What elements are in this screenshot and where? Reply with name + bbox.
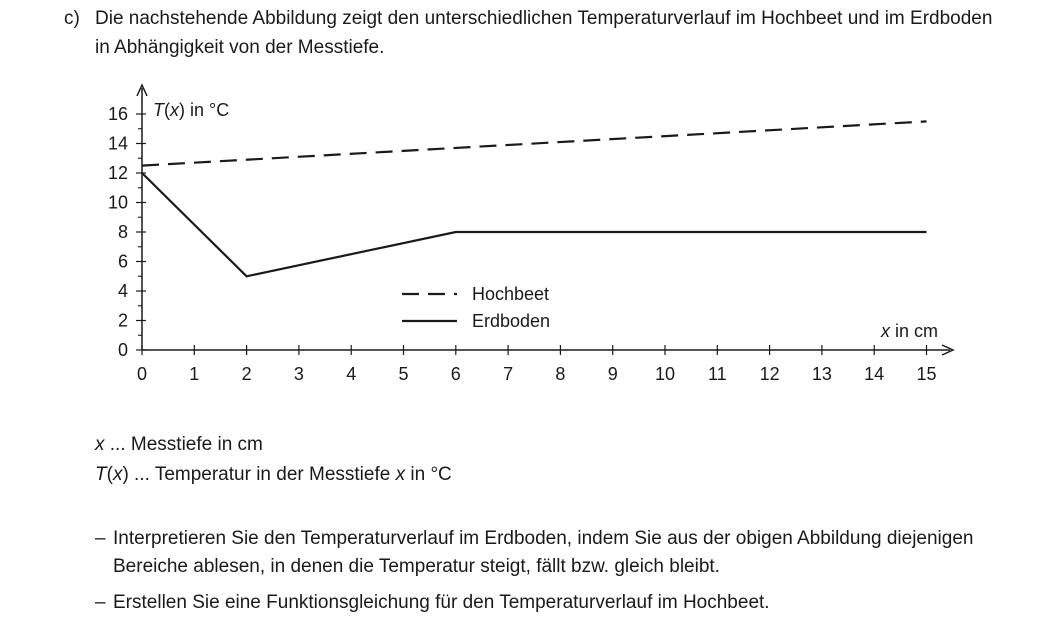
task-text: Erstellen Sie eine Funktionsgleichung für den Temperaturverlauf im Hochbeet. [113,592,770,613]
y-tick-label: 2 [117,310,128,331]
x-tick-label: 6 [450,364,461,384]
task-intro-text: Die nachstehende Abbildung zeigt den unterschiedlichen Temperaturverlauf im Hochbeet und im Erdboden in Abhängigkeit von der Messtiefe. [95,8,993,58]
y-tick-label: 8 [117,222,128,242]
y-tick-label: 0 [117,340,128,360]
definition-x [95,430,452,460]
task-list [95,525,1025,625]
x-tick-label: 13 [811,364,832,384]
task-dash: – [95,528,106,549]
task-dash: – [95,592,106,613]
task-item-equation [95,589,1025,617]
y-tick-label: 10 [107,192,128,213]
task-item-interpret [95,525,1025,581]
chart-ticks [108,104,937,384]
x-tick-label: 12 [759,364,780,384]
x-tick-label: 14 [864,364,885,384]
x-tick-label: 5 [398,364,409,384]
y-tick-label: 4 [117,281,128,301]
def-x-text: ... Messtiefe in cm [104,434,263,455]
chart-legend [402,284,550,331]
def-t-var-x: x [395,464,406,485]
y-tick-label: 14 [107,133,128,154]
x-axis-var: x [880,321,890,341]
variable-definitions [95,430,452,490]
task-text: Interpretieren Sie den Temperaturverlauf im Erdboden, indem Sie aus der obigen Abbildung diejenigen Bereiche ablesen, in denen die Temperatur steigt, fällt bzw. gleich bleibt. [113,528,974,577]
series-line-erdboden [142,173,927,276]
y-tick-label: 12 [107,163,128,183]
x-axis-label [880,321,938,341]
x-tick-label: 15 [916,364,937,384]
x-tick-label: 8 [555,364,566,384]
x-tick-label: 3 [293,364,304,384]
y-axis-unit: in °C [190,100,230,120]
task-marker: c) [64,8,80,29]
x-tick-label: 4 [346,364,357,384]
chart-series [142,121,927,276]
y-axis-label: T(x) in °C [153,100,230,120]
x-tick-label: 9 [607,364,618,384]
def-t-var: T [95,464,107,485]
x-axis-unit: in cm [894,321,938,341]
x-tick-label: 10 [654,364,676,384]
definition-t: T(x) ... Temperatur in der Messtiefe x in °C [95,464,452,485]
legend-label-hochbeet: Hochbeet [472,284,550,304]
y-tick-label: 6 [117,251,128,272]
def-t-text-2: in °C [405,464,452,485]
x-tick-label: 0 [136,364,148,384]
x-tick-label: 11 [707,364,727,384]
x-tick-label: 7 [503,364,514,384]
y-axis-label-paren: ( [164,100,170,120]
def-x-var: x [95,434,105,455]
series-line-hochbeet [142,121,927,165]
x-tick-label: 1 [189,364,200,384]
legend-label-erdboden: Erdboden [472,311,551,331]
x-tick-label: 2 [241,364,252,384]
y-tick-label: 16 [107,104,128,124]
def-t-text-1: ... Temperatur in der Messtiefe [128,464,396,485]
